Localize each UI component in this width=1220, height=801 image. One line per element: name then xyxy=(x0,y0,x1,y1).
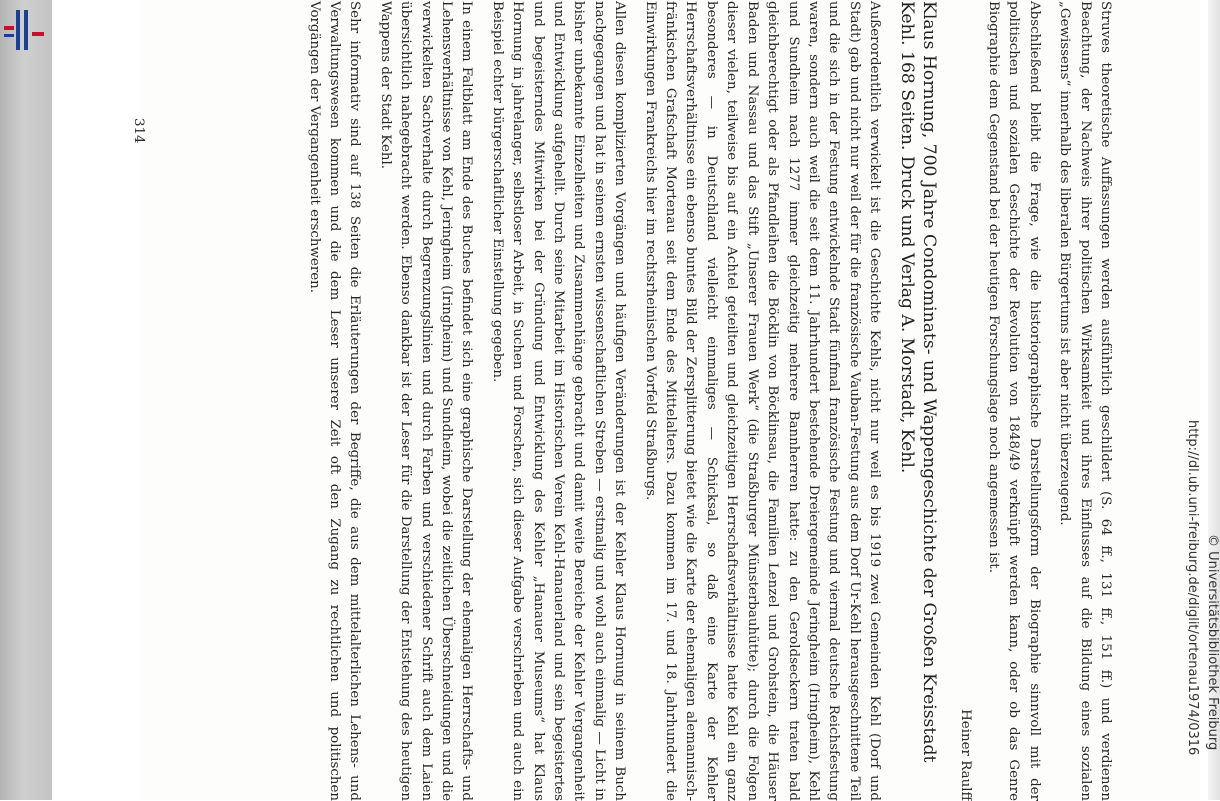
paragraph: Sehr informativ sind auf 138 Seiten die Erläuterungen der Begriffe, die aus dem mittelalterlichen Lehens- und Verwaltungswesen kommen und die dem Leser unserer Zeit oft den Zugang zu rechtlichen und politischen Vorgängen der Vergangenheit erschweren. xyxy=(306,1,363,801)
paragraph: Allen diesen komplizierten Vorgängen und häufigen Veränderungen ist der Kehler Klaus Hornung in seinem Buch nachgegangen und hat in seinem ernsten wissenschaftlichen Streben — erstmalig und wohl auch einmalig — Licht in bisher unbekannte Einzelheiten und Zusammenhänge gebracht und damit weite Bereiche der Kehler Vergangenheit und Entwicklung aufgehellt. Durch seine Mitarbeit im Historischen Verein Kehl-Hanauerland und sein begeistertes und begeisterndes Mitwirken bei der Gründung und Entwicklung des Kehler „Hanauer Museums“ hat Klaus Hornung in jahrelanger, selbstloser Arbeit, in Suchen und Forschen, sich dieser Aufgabe verschrieben und auch ein Beispiel echter bürgerschaftlicher Einstellung gegeben. xyxy=(489,1,628,801)
copyright-notice: © Universitätsbibliothek Freiburg xyxy=(1205,534,1220,751)
library-logo-icon xyxy=(2,6,46,52)
source-url[interactable]: http://dl.ub.uni-freiburg.de/diglit/ortenau1974/0316 xyxy=(1185,420,1200,756)
paragraph: In einem Faltblatt am Ende des Buches befindet sich eine graphische Darstellung der ehemaligen Herrschafts- und Lehensverhältnisse von Kehl, Jeringheim (Iringheim) und Sundheim, wobei die zeitlichen Überschneidungen und die verwickelten Sachverhalte durch Begrenzungslinien und durch Farben und verschiedener Schrift auch dem Laien übersichtlich nahegebracht werden. Ebenso dankbar ist der Leser für die Darstellung der Entstehung des heutigen Wappens der Stadt Kehl. xyxy=(377,1,475,801)
paragraph: Außerordentlich verwickelt ist die Geschichte Kehls, nicht nur weil es bis 1919 zwei Gemeinden Kehl (Dorf und Stadt) gab und nicht nur weil der für die französische Vauban-Festung aus dem Dorf Ur-Kehl herausgeschnittene Teil und die sich in der Festung entwickelnde Stadt fünfmal französische Festung und viermal deutsche Reichsfestung waren, sondern auch weil die seit dem 11. Jahrhundert bestehende Dreiergemeinde Jeringheim (Iringheim), Kehl und Sundheim nach 1277 immer gleichzeitig mehrere Bannherren hatte: zu den Geroldseckern traten bald gleichberechtigt oder als Pfandleihen die Böcklin von Böcklinsau, die Familien Lenzel und Grohstein, die Häuser Baden und Nassau und das Stift „Unserer Frauen Werk“ (die Straßburger Münsterbauhütte); durch die Folgen dieser vielen, teilweise bis auf ein Achtel geteilten und gleichzeitigen Herrschaftsverhältnisse hatte Kehl ein ganz besonderes — in Deutschland vielleicht einmaliges — Schicksal, so daß eine Karte der Kehler Herrschaftsverhältnisse ein ebenso buntes Bild der Zersplitterung bietet wie die Karte der ehemaligen alemannisch-fränkischen Grafschaft Mortenau seit dem Ende des Mittelalters. Dazu kommen im 17. und 18. Jahrhundert die Einwirkungen Frankreichs hier im rechtsrheinischen Vorfeld Straßburgs. xyxy=(642,1,883,801)
page-number: 314 xyxy=(131,118,146,144)
review-title: Klaus Hornung, 700 Jahre Condominats- und Wappengeschichte der Großen Kreisstadt Kehl. 168 Seiten. Druck und Verlag A. Morstadt, Kehl. xyxy=(897,1,940,763)
review-signature: Heiner Raulff xyxy=(957,709,973,801)
paragraph: Struves theoretische Auffassungen werden ausführlich geschildert (S. 64 ff., 131 ff., 151 ff.) und verdienen Beachtung, der Nachweis ihrer politischen Wirksamkeit und ihres Einflusses auf die Bildung eines sozialen „Gewissens“ innerhalb des liberalen Bürgertums ist aber nicht überzeugend. xyxy=(1057,1,1113,801)
viewer-sidebar xyxy=(0,0,52,800)
rotated-text-column xyxy=(185,1,1115,801)
paragraph: Abschließend bleibt die Frage, wie die historiographische Darstellungsform der Biographie sinnvoll mit der politischen und sozialen Geschichte der Revolution von 1848/49 verknüpft werden kann, oder ob das Genre Biographie dem Gegenstand bei der heutigen Forschungslage noch angemessen ist. xyxy=(985,1,1042,801)
